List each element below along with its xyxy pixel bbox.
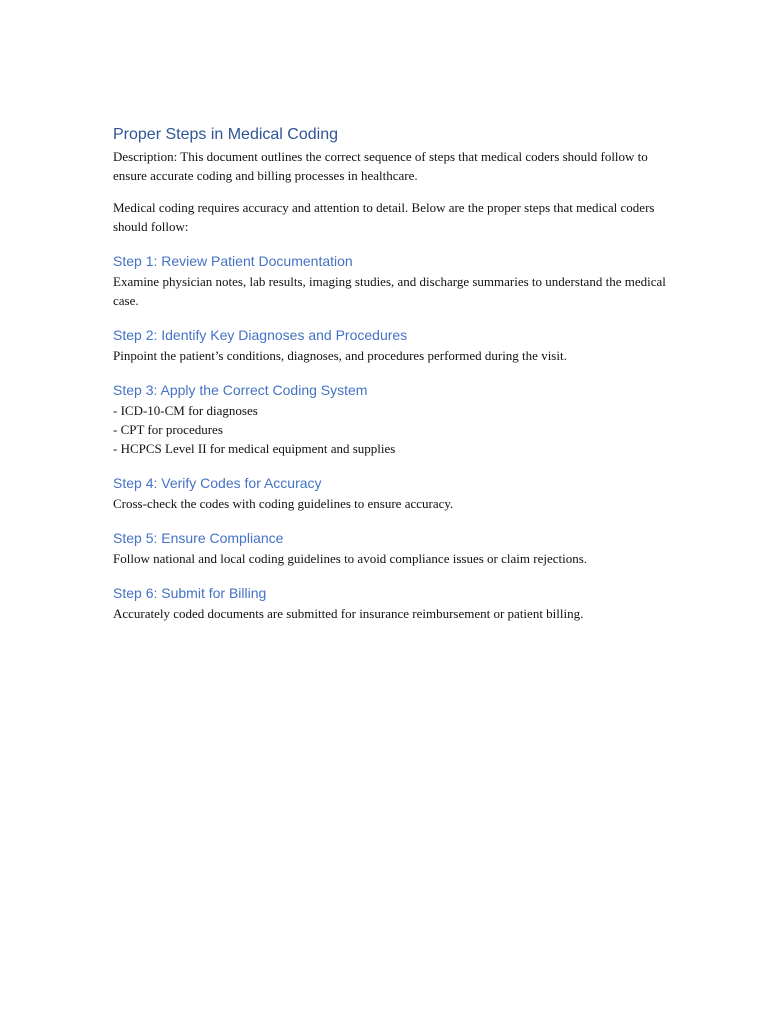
step-2-text: Pinpoint the patient’s conditions, diagnoses, and procedures performed during the visit. — [113, 348, 567, 363]
list-item: - CPT for procedures — [113, 422, 223, 437]
list-item: - HCPCS Level II for medical equipment and supplies — [113, 441, 396, 456]
coding-system-list — [113, 401, 673, 458]
step-5-heading: Step 5: Ensure Compliance — [113, 530, 284, 546]
step-4-text: Cross-check the codes with coding guidelines to ensure accuracy. — [113, 496, 454, 511]
document-description: Description: This document outlines the correct sequence of steps that medical coders should follow to ensure accurate coding and billing processes in healthcare. — [113, 149, 648, 183]
document-title: Proper Steps in Medical Coding — [113, 126, 339, 143]
step-1-heading: Step 1: Review Patient Documentation — [113, 253, 353, 269]
step-4-heading: Step 4: Verify Codes for Accuracy — [113, 475, 322, 491]
step-4-section — [113, 473, 673, 513]
step-2-section — [113, 325, 673, 365]
step-6-text: Accurately coded documents are submitted for insurance reimbursement or patient billing. — [113, 606, 584, 621]
step-1-text: Examine physician notes, lab results, imaging studies, and discharge summaries to understand the medical case. — [113, 274, 666, 308]
step-5-text: Follow national and local coding guidelines to avoid compliance issues or claim rejections. — [113, 551, 588, 566]
step-2-heading: Step 2: Identify Key Diagnoses and Procedures — [113, 327, 408, 343]
document-intro: Medical coding requires accuracy and attention to detail. Below are the proper steps that medical coders should follow: — [113, 200, 655, 234]
step-3-section — [113, 380, 673, 458]
list-item: - ICD-10-CM for diagnoses — [113, 403, 258, 418]
step-1-section — [113, 251, 673, 310]
step-6-heading: Step 6: Submit for Billing — [113, 585, 267, 601]
step-3-heading: Step 3: Apply the Correct Coding System — [113, 382, 368, 398]
step-6-section — [113, 583, 673, 623]
document-page — [113, 124, 673, 623]
step-5-section — [113, 528, 673, 568]
